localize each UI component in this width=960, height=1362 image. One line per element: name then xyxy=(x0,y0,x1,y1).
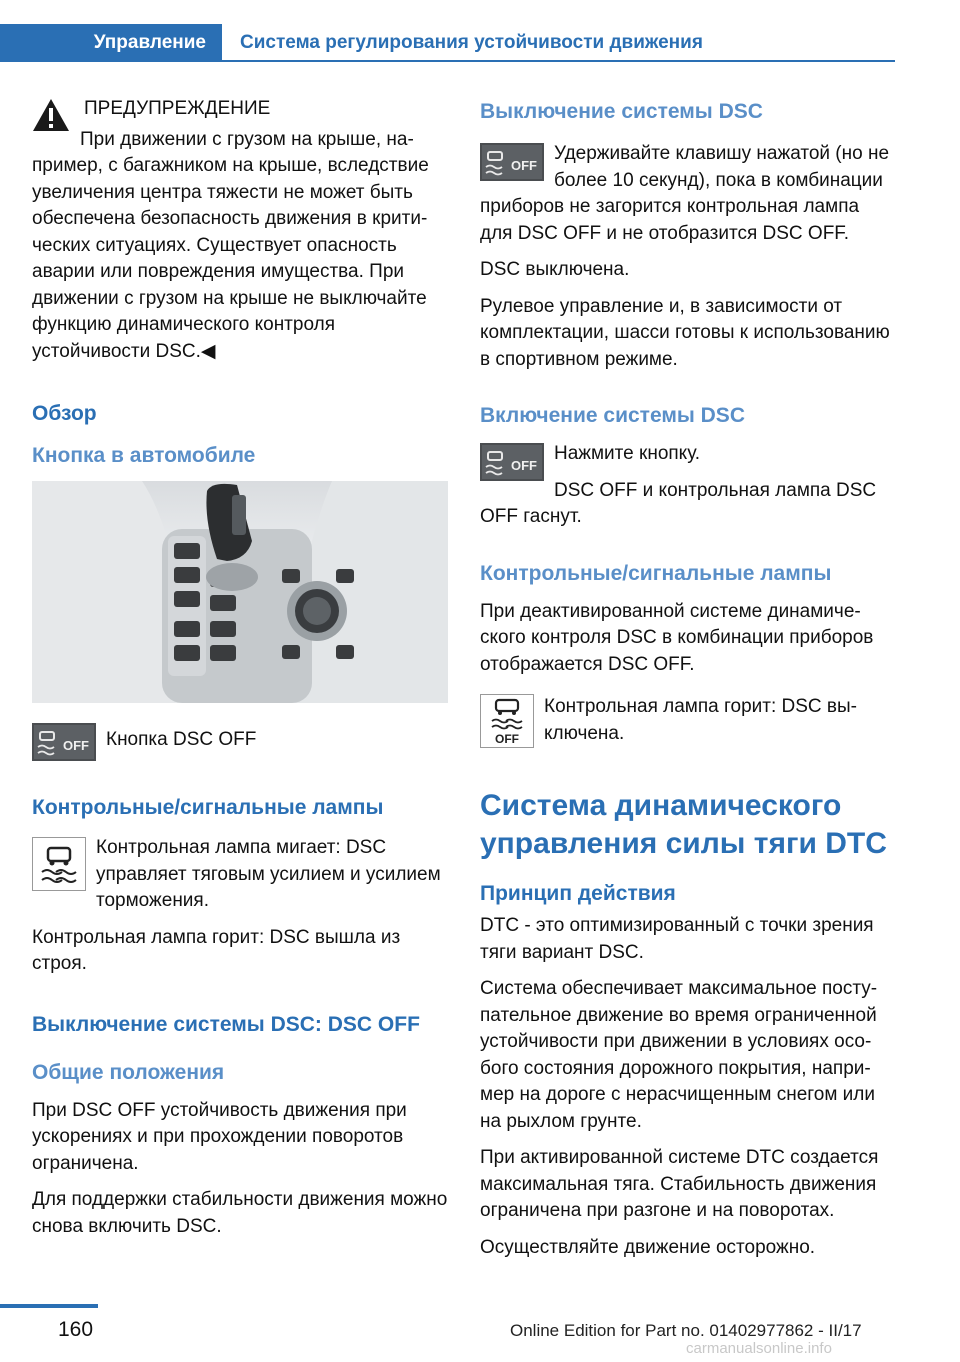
off-paragraph-1: Удерживайте клавишу нажатой (но не более 10 секунд), пока в комбинации приборов не загорится контрольная лампа для DSC OFF и не отобразится DSC OFF. xyxy=(480,143,890,244)
center-console-illustration xyxy=(32,481,448,703)
dsc-off-lamp-row xyxy=(480,692,896,757)
dsc-off-button-text-3: OFF xyxy=(511,458,537,474)
dsc-off-button-text-2: OFF xyxy=(511,158,537,174)
general-paragraph-1: При DSC OFF устойчивость движения при ускорениях и при прохождении поворотов ограничена. xyxy=(32,1099,407,1174)
dtc-paragraph-4: Осуществляйте движение осторожно. xyxy=(480,1236,816,1258)
lamps-paragraph-2: Контрольная лампа горит: DSC выключена. xyxy=(544,696,857,744)
dtc-paragraph-2: Система обеспечивает максимальное поступательное движение во время ограниченной устойчивости при движении в условиях особого состояния дорожного покрытия, например на дороге с нерасчищенным снегом или на рыхлом грунте. xyxy=(480,978,878,1132)
section-title[interactable]: Система регулирования устойчивости движения xyxy=(240,32,703,53)
dsc-off-button-icon xyxy=(32,723,96,761)
warning-text: При движении с грузом на крыше, например, с багажником на крыше, вследствие увеличения центра тяжести не может быть обеспечена безопасность движения в критических ситуациях. Существует опасность аварии или повреждения имущества. При движении с грузом на крыше не выключайте функцию динамического контроля устойчивости DSC.◀ xyxy=(32,128,429,362)
page-header xyxy=(0,0,960,62)
dsc-off-button-text: OFF xyxy=(63,738,89,753)
off-paragraph-3: Рулевое управление и, в зависимости от комплектации, шасси готовы к использованию в спортивном режиме. xyxy=(480,295,890,370)
edition-text: Online Edition for Part no. 01402977862 - II/17 xyxy=(510,1321,862,1340)
dsc-off-button-row xyxy=(32,721,448,765)
dsc-off-button-icon-3 xyxy=(480,443,544,481)
page-number: 160 xyxy=(58,1318,94,1341)
lamps-paragraph-1: При деактивированной системе динамического контроля DSC в комбинации приборов отображается DSC OFF. xyxy=(480,600,874,675)
right-column xyxy=(480,100,896,1271)
dsc-off-heading: Выключение системы DSC: DSC OFF xyxy=(32,1012,420,1036)
dsc-lamp-row xyxy=(32,835,448,925)
console-photo xyxy=(32,481,448,703)
warning-triangle-icon xyxy=(32,98,70,132)
off-button-row xyxy=(480,141,896,247)
overview-heading: Обзор xyxy=(32,402,97,425)
dtc-heading: Система динамического управления силы тяги DTC xyxy=(480,789,887,861)
lamps-heading-right: Контрольные/сигнальные лампы xyxy=(480,561,832,585)
warning-block xyxy=(32,96,448,365)
off-heading: Выключение системы DSC xyxy=(480,100,763,123)
button-heading: Кнопка в автомобиле xyxy=(32,444,256,467)
on-heading: Включение системы DSC xyxy=(480,404,745,428)
dsc-off-lamp-icon xyxy=(480,694,534,748)
dsc-off-button-icon-2 xyxy=(480,143,544,181)
lamps-heading-left: Контрольные/сигнальные лампы xyxy=(32,796,384,819)
warning-title: ПРЕДУПРЕЖДЕНИЕ xyxy=(84,98,271,119)
general-heading: Общие положения xyxy=(32,1060,225,1084)
watermark[interactable]: carmanualsonline.info xyxy=(686,1340,832,1357)
on-paragraph-1: Нажмите кнопку. xyxy=(554,443,701,465)
footer-accent-bar xyxy=(0,1304,98,1308)
button-caption: Кнопка DSC OFF xyxy=(106,729,257,750)
on-paragraph-2: DSC OFF и контрольная лампа DSC OFF гаснут. xyxy=(480,479,877,528)
on-button-row xyxy=(480,441,896,531)
lamp-blinks-text: Контрольная лампа мигает: DSC управляет тяговым усилием и усилием торможения. xyxy=(96,837,441,911)
header-divider xyxy=(222,60,895,62)
off-paragraph-2: DSC выключена. xyxy=(480,259,630,281)
dsc-off-lamp-text: OFF xyxy=(495,732,519,747)
general-paragraph-2: Для поддержки стабильности движения можно снова включить DSC. xyxy=(32,1189,448,1237)
principle-heading: Принцип действия xyxy=(480,882,676,906)
dsc-warning-lamp-icon xyxy=(32,837,86,891)
lamp-on-text: Контрольная лампа горит: DSC вышла из строя. xyxy=(32,926,401,974)
dtc-paragraph-3: При активированной системе DTC создается максимальная тяга. Стабильность движения ограничена при разгоне и на поворотах. xyxy=(480,1147,879,1222)
left-column xyxy=(32,96,448,1250)
chapter-tab[interactable]: Управление xyxy=(0,24,222,62)
dtc-paragraph-1: DTC - это оптимизированный с точки зрения тяги вариант DSC. xyxy=(480,915,874,963)
